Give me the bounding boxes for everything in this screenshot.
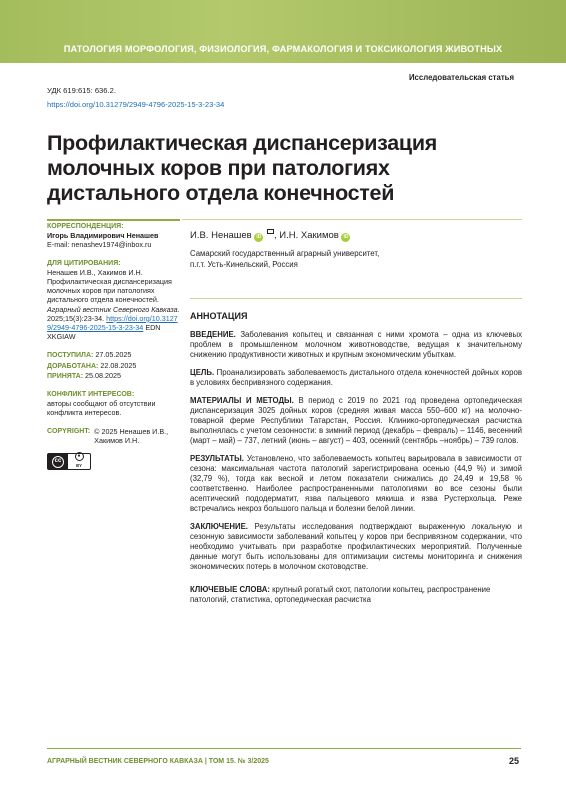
methods-text: В период с 2019 по 2021 год проведена ортопедическая диспансеризация 3025 дойных коров (средняя живая масса 550–600 кг) на молочно-товарной ферме Республики Татарстан, Россия. Клинико-ортопедическая расчистка выполнялась с учетом сезонности: в зимний период (декабрь – февраль) – 1146, весенний (март – май) – 737, летний (июнь – август) – 403, осенний (сентябрь –ноябрь) – 739 голов. [190,396,522,445]
copyright-block [47,427,180,470]
affiliation-line-2: п.г.т. Усть-Кинельский, Россия [190,260,298,269]
udk-code: УДК 619:615: 636.2. [47,86,116,95]
correspondence-email[interactable]: E-mail: nenashev1974@inbox.ru [47,240,152,250]
accepted-label: ПРИНЯТА: [47,372,84,380]
by-person-icon: ● [75,452,84,461]
intro-label: ВВЕДЕНИЕ. [190,330,236,339]
cc-license-badge[interactable] [47,453,91,470]
revised-label: ДОРАБОТАНА: [47,362,99,370]
abstract-aim [190,368,522,388]
author-1: И.В. Ненашев [190,230,252,241]
received-label: ПОСТУПИЛА: [47,352,94,360]
envelope-icon[interactable] [267,229,274,234]
keywords-label: КЛЮЧЕВЫЕ СЛОВА: [190,585,270,594]
article-title: Профилактическая диспансеризация молочных коров при патологиях дистального отдела конечностей [47,131,437,205]
results-text: Установлено, что заболеваемость копытец варьировала в зависимости от сезона: максимальная частота патологий зарегистрирована осенью (44,9 %) и зимой (32,79 %), тогда как весной и летом показатели снижались до 24,49 и 19,58 % соответственно. Наиболее распространенными патологиями во все сезоны были асептический пододерматит, язва пальцевого мякиша и язва Рустерхольца. Реже встречались некроз большого пальца и болезни белой линии. [190,454,523,513]
conflict-block [47,390,180,418]
page-number: 25 [508,756,519,766]
citation-label: ДЛЯ ЦИТИРОВАНИЯ: [47,259,121,267]
orcid-icon[interactable]: iD [343,234,349,240]
abstract-divider [190,298,522,299]
aim-label: ЦЕЛЬ. [190,368,215,377]
dates-block [47,350,180,381]
author-2: И.Н. Хакимов [279,230,339,241]
citation-journal: Аграрный вестник Северного Кавказа. [47,304,180,314]
header-banner [0,0,566,63]
main-divider [182,219,522,220]
keywords [190,585,522,605]
results-label: РЕЗУЛЬТАТЫ. [190,454,244,463]
doi-link[interactable]: https://doi.org/10.31279/2949-4796-2025-15-3-23-34 [47,100,225,109]
abstract-conclusion [190,522,522,572]
intro-text: Заболевания копытец и связанная с ними хромота – одна из ключевых проблем в промышленном молочном животноводстве, ведущая к значительному снижению продуктивности животных и крупным экономическим убыткам. [190,330,523,359]
citation-volume: 2025;15(3):23-34. [47,313,105,323]
abstract-methods [190,396,522,446]
citation-text: Ненашев И.В., Хакимов И.Н. Профилактическая диспансеризация молочных коров при патологиях дистального отдела конечностей. [47,267,172,305]
copyright-label: COPYRIGHT: [47,427,91,435]
correspondence-label: КОРРЕСПОНДЕНЦИЯ: [47,223,124,230]
author-separator: , [274,230,277,241]
orcid-icon[interactable]: iD [256,234,262,240]
received-date: 27.05.2025 [95,350,132,360]
abstract-heading: АННОТАЦИЯ [190,311,248,321]
cc-icon: cc [52,456,64,468]
copyright-text: © 2025 Ненашев И.В., Хакимов И.Н. [94,426,169,445]
accepted-date: 25.08.2025 [85,370,122,380]
aim-text: Проанализировать заболеваемость дистального отдела конечностей дойных коров в условиях беспривязного содержания. [190,368,522,387]
citation-doi-link[interactable]: https://doi.org/10.31279/2949-4796-2025-15-3-23-34 [47,313,178,333]
methods-label: МАТЕРИАЛЫ И МЕТОДЫ. [190,396,294,405]
revised-date: 22.08.2025 [100,360,137,370]
footer-divider [47,748,521,749]
conflict-text: авторы сообщают об отсутствии конфликта интересов. [47,399,156,418]
article-type: Исследовательская статья [408,73,514,82]
footer-journal: АГРАРНЫЙ ВЕСТНИК СЕВЕРНОГО КАВКАЗА | ТОМ 15. № 3/2025 [47,758,269,765]
conflict-label: КОНФЛИКТ ИНТЕРЕСОВ: [47,391,135,399]
author-line [190,229,350,242]
conclusion-label: ЗАКЛЮЧЕНИЕ. [190,522,248,531]
affiliation-line-1: Самарский государственный аграрный университет, [190,249,380,258]
sidebar-divider [47,219,180,221]
conclusion-text: Результаты исследования подтверждают выраженную локальную и сезонную зависимости заболеваний копытец у коров при беспривязном содержании, что необходимо учитывать при разработке профилактических мероприятий. Полученные данные могут быть использованы для оптимизации системы мониторинга и снижения экономических потерь в молочном скотоводстве. [190,522,522,571]
correspondence-block [47,222,180,250]
abstract-intro [190,330,522,360]
correspondence-name: Игорь Владимирович Ненашев [47,231,159,241]
affiliation [190,248,490,270]
citation-block [47,259,180,342]
section-title: ПАТОЛОГИЯ МОРФОЛОГИЯ, ФИЗИОЛОГИЯ, ФАРМАКОЛОГИЯ И ТОКСИКОЛОГИЯ ЖИВОТНЫХ [63,44,503,54]
abstract [190,300,522,613]
by-label: BY [76,463,82,469]
abstract-results [190,454,522,514]
sidebar [47,222,180,479]
citation-edn: EDN XKGIAW [47,323,161,342]
keywords-text: крупный рогатый скот, патологии копытец, распространение патологий, статистика, ортопедическая расчистка [190,585,491,604]
